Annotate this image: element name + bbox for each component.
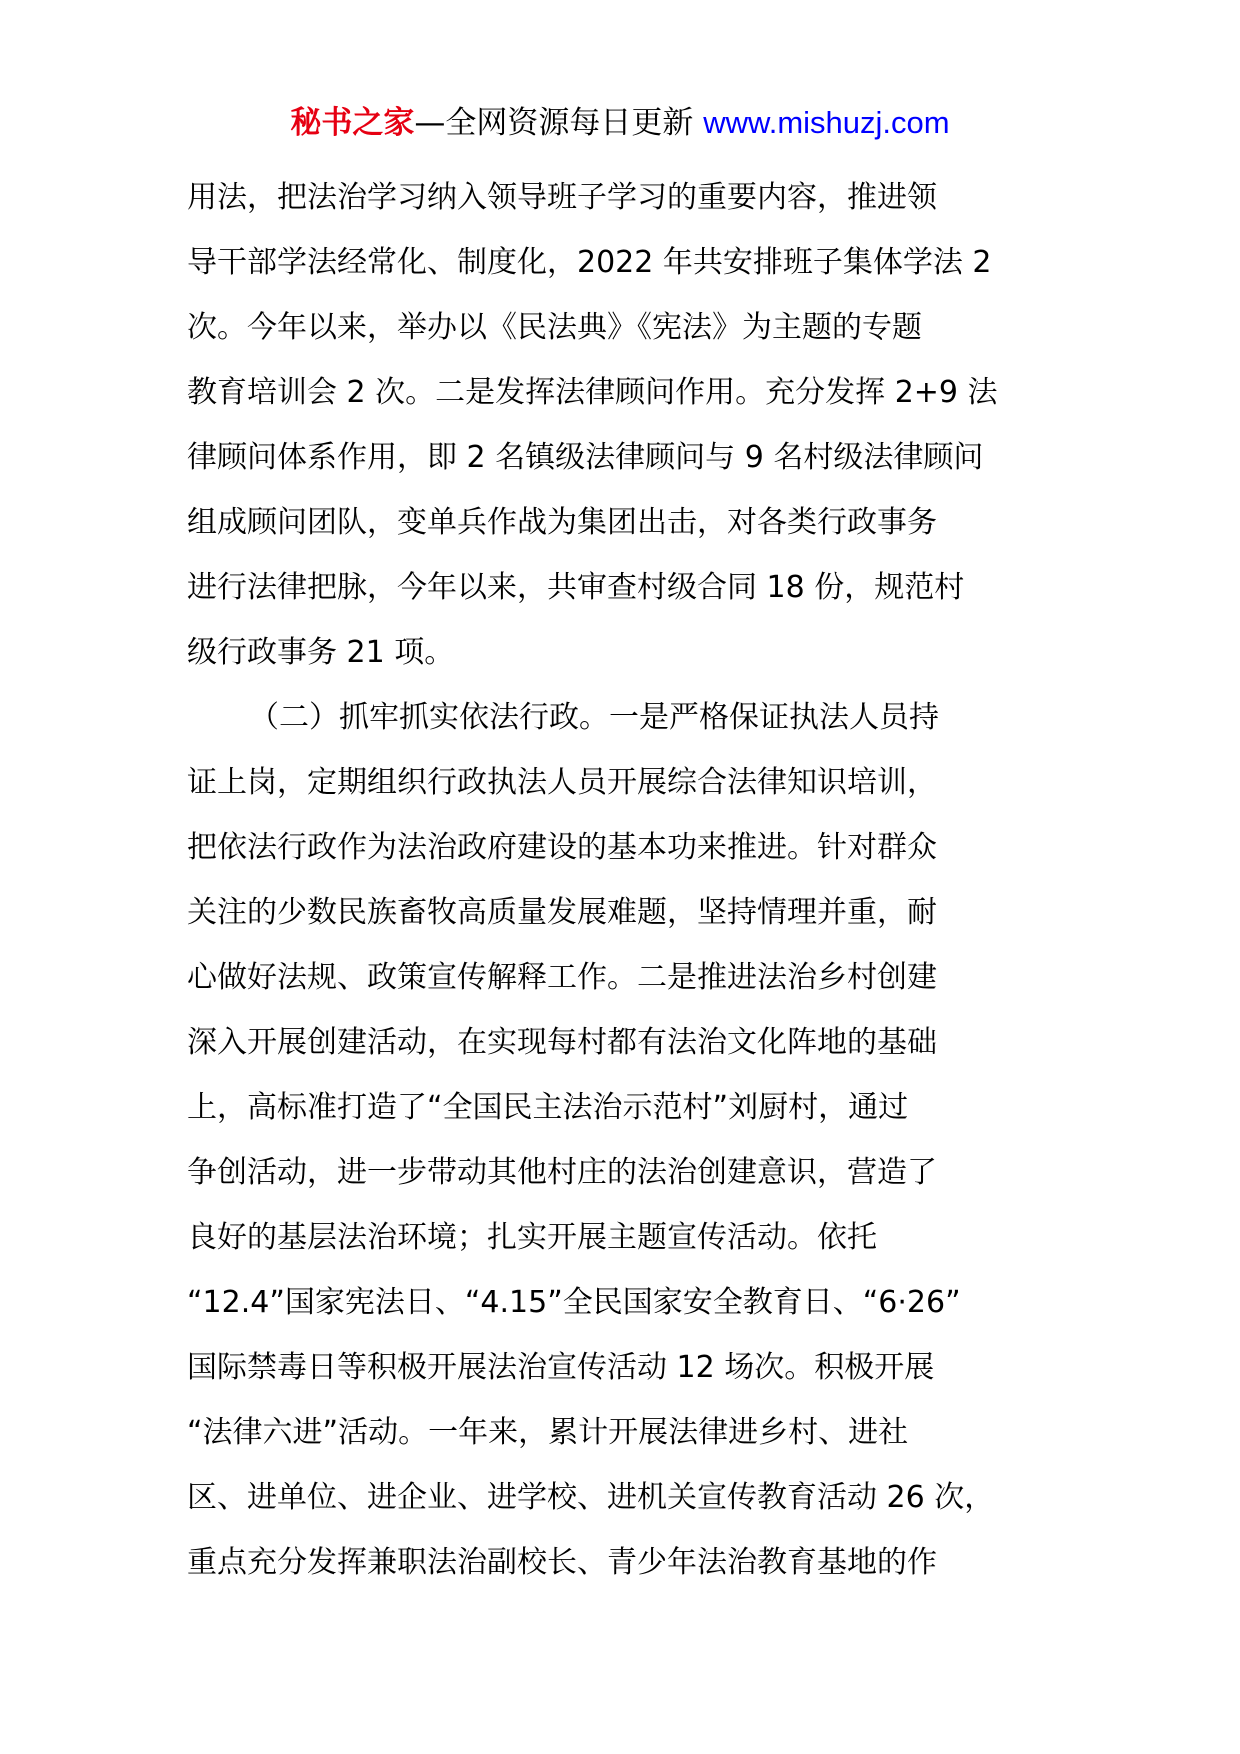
text-line: 级行政事务 21 项。	[187, 635, 455, 670]
text-line: 良好的基层法治环境；扎实开展主题宣传活动。依托	[187, 1220, 877, 1255]
text-line: 上，高标准打造了“全国民主法治示范村”刘厨村，通过	[187, 1090, 909, 1125]
text-line: 争创活动，进一步带动其他村庄的法治创建意识，营造了	[187, 1155, 937, 1190]
header-brand: 秘书之家	[290, 105, 415, 141]
text-line: 国际禁毒日等积极开展法治宣传活动 12 场次。积极开展	[187, 1350, 935, 1385]
text-line: 用法，把法治学习纳入领导班子学习的重要内容，推进领	[187, 180, 937, 215]
header-url-link[interactable]: www.mishuzj.com	[703, 105, 950, 140]
section-heading-line: （二）抓牢抓实依法行政。一是严格保证执法人员持	[249, 700, 939, 735]
body-text	[187, 165, 1067, 1595]
text-line: 重点充分发挥兼职法治副校长、青少年法治教育基地的作	[187, 1545, 937, 1580]
text-line: 心做好法规、政策宣传解释工作。二是推进法治乡村创建	[187, 960, 937, 995]
text-line: 教育培训会 2 次。二是发挥法律顾问作用。充分发挥 2+9 法	[187, 375, 998, 410]
text-line: 进行法律把脉，今年以来，共审查村级合同 18 份，规范村	[187, 570, 965, 605]
header-slogan: —全网资源每日更新	[414, 105, 704, 141]
text-line: 关注的少数民族畜牧高质量发展难题，坚持情理并重，耐	[187, 895, 937, 930]
text-line: 次。今年以来，举办以《民法典》《宪法》为主题的专题	[187, 310, 922, 345]
text-line: 组成顾问团队，变单兵作战为集团出击，对各类行政事务	[187, 505, 937, 540]
text-line: 证上岗，定期组织行政执法人员开展综合法律知识培训，	[187, 765, 937, 800]
text-line: 深入开展创建活动，在实现每村都有法治文化阵地的基础	[187, 1025, 937, 1060]
text-line: 把依法行政作为法治政府建设的基本功来推进。针对群众	[187, 830, 937, 865]
text-line: 律顾问体系作用，即 2 名镇级法律顾问与 9 名村级法律顾问	[187, 440, 984, 475]
page-header	[0, 101, 1240, 145]
text-line: “法律六进”活动。一年来，累计开展法律进乡村、进社	[187, 1415, 909, 1450]
text-line: 导干部学法经常化、制度化，2022 年共安排班子集体学法 2	[187, 245, 992, 280]
text-line: 区、进单位、进企业、进学校、进机关宣传教育活动 26 次，	[187, 1480, 995, 1515]
text-line: “12.4”国家宪法日、“4.15”全民国家安全教育日、“6·26”	[187, 1285, 961, 1320]
